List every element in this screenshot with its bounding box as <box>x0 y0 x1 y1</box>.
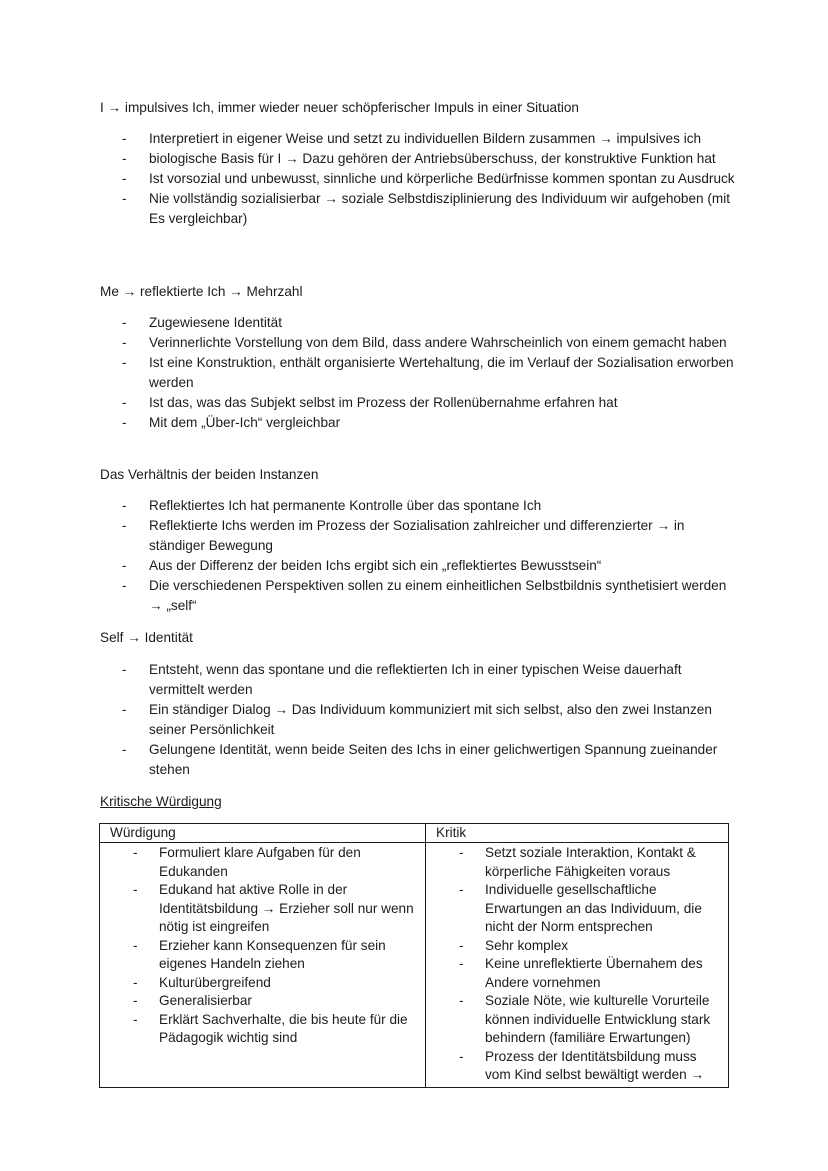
list-item: - Die verschiedenen Perspektiven sollen zu einem einheitlichen Selbstbildnis synthetisiert werden → „self“ <box>0 576 739 616</box>
list-item: - Generalisierbar <box>100 992 425 1011</box>
list-item: - biologische Basis für I → Dazu gehören der Antriebsüberschuss, der konstruktive Funktion hat <box>0 149 739 169</box>
list-item: - Soziale Nöte, wie kulturelle Vorurteile können individuelle Entwicklung stark behindern (familiäre Erwartungen) <box>426 992 728 1048</box>
list-item: - Verinnerlichte Vorstellung von dem Bild, dass andere Wahrscheinlich von einem gemacht haben <box>0 333 739 353</box>
list-item: - Kulturübergreifend <box>100 974 425 993</box>
column-header-wuerdigung: Würdigung <box>100 824 426 843</box>
list-item: - Sehr komplex <box>426 937 728 956</box>
section-heading-self: Self → Identität <box>100 630 193 645</box>
section-heading-verhaeltnis: Das Verhältnis der beiden Instanzen <box>100 467 319 482</box>
list-item: - Aus der Differenz der beiden Ichs ergibt sich ein „reflektiertes Bewusstsein“ <box>0 556 739 576</box>
column-header-kritik: Kritik <box>426 824 729 843</box>
list-item: - Ist vorsozial und unbewusst, sinnliche und körperliche Bedürfnisse kommen spontan zu Ausdruck <box>0 169 739 189</box>
list-item: - Entsteht, wenn das spontane und die reflektierten Ich in einer typischen Weise dauerhaft vermittelt werden <box>0 660 739 700</box>
list-item: - Reflektiertes Ich hat permanente Kontrolle über das spontane Ich <box>0 496 739 516</box>
list-item: - Zugewiesene Identität <box>0 313 739 333</box>
list-item: - Ist das, was das Subjekt selbst im Prozess der Rollenübernahme erfahren hat <box>0 393 739 413</box>
list-item: - Nie vollständig sozialisierbar → soziale Selbstdisziplinierung des Individuum wir aufgehoben (mit Es vergleichbar) <box>0 189 739 229</box>
list-item: - Mit dem „Über-Ich“ vergleichbar <box>0 413 739 433</box>
list-item: - Keine unreflektierte Übernahem des Andere vornehmen <box>426 955 728 992</box>
list-item: - Erzieher kann Konsequenzen für sein eigenes Handeln ziehen <box>100 937 425 974</box>
list-item: - Prozess der Identitätsbildung muss vom Kind selbst bewältigt werden → <box>426 1048 728 1085</box>
list-item: - Erklärt Sachverhalte, die bis heute für die Pädagogik wichtig sind <box>100 1011 425 1048</box>
wuerdigung-cell <box>100 843 426 1088</box>
list-item: - Gelungene Identität, wenn beide Seiten des Ichs in einer gelichwertigen Spannung zueinander stehen <box>0 740 739 780</box>
list-item: - Setzt soziale Interaktion, Kontakt & körperliche Fähigkeiten voraus <box>426 844 728 881</box>
critique-title: Kritische Würdigung <box>100 794 222 809</box>
section-list-i <box>0 129 739 229</box>
list-item: - Ist eine Konstruktion, enthält organisierte Wertehaltung, die im Verlauf der Sozialisation erworben werden <box>0 353 739 393</box>
section-heading-i: I → impulsives Ich, immer wieder neuer schöpferischer Impuls in einer Situation <box>100 100 579 115</box>
list-item: - Interpretiert in eigener Weise und setzt zu individuellen Bildern zusammen → impulsives ich <box>0 129 739 149</box>
list-item: - Individuelle gesellschaftliche Erwartungen an das Individuum, die nicht der Norm entsprechen <box>426 881 728 937</box>
section-list-self <box>0 660 739 780</box>
list-item: - Formuliert klare Aufgaben für den Edukanden <box>100 844 425 881</box>
list-item: - Edukand hat aktive Rolle in der Identitätsbildung → Erzieher soll nur wenn nötig ist eingreifen <box>100 881 425 937</box>
section-heading-me: Me → reflektierte Ich → Mehrzahl <box>100 284 303 299</box>
list-item: - Ein ständiger Dialog → Das Individuum kommuniziert mit sich selbst, also den zwei Instanzen seiner Persönlichkeit <box>0 700 739 740</box>
kritik-cell <box>426 843 729 1088</box>
critique-table <box>99 823 729 1088</box>
section-list-me <box>0 313 739 433</box>
section-list-verhaeltnis <box>0 496 739 616</box>
list-item: - Reflektierte Ichs werden im Prozess der Sozialisation zahlreicher und differenzierter → in ständiger Bewegung <box>0 516 739 556</box>
